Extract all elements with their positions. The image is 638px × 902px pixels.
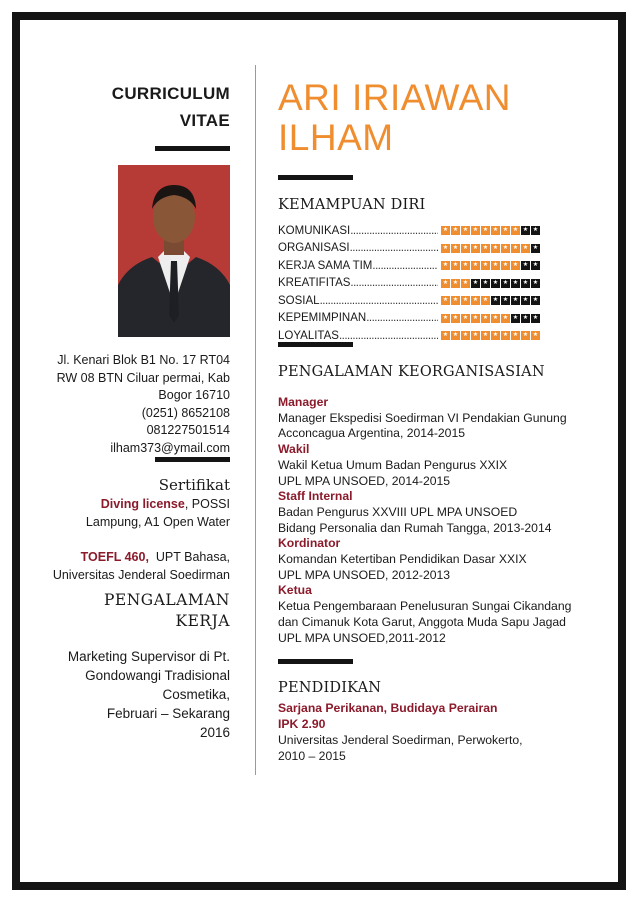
- work-experience: [30, 647, 230, 742]
- skill-row: [278, 240, 548, 258]
- work-heading-line1: PENGALAMAN: [104, 591, 230, 609]
- star-icon: ★: [522, 314, 529, 321]
- cert-toefl-issuer: UPT Bahasa,: [148, 550, 230, 564]
- work-line: 2016: [199, 725, 230, 740]
- star-icon: ★: [512, 262, 519, 269]
- education-major: Sarjana Perikanan, Budidaya Perairan: [278, 701, 498, 715]
- star-icon: ★: [492, 279, 499, 286]
- star-icon: ★: [462, 297, 469, 304]
- star-icon: ★: [492, 244, 499, 251]
- star-icon: ★: [482, 262, 489, 269]
- star-icon: ★: [472, 332, 479, 339]
- name-line1: ARI IRIAWAN: [278, 77, 511, 118]
- star-icon: ★: [512, 279, 519, 286]
- star-icon: ★: [452, 279, 459, 286]
- org-role: Staff Internal: [278, 489, 353, 504]
- star-icon: ★: [502, 262, 509, 269]
- star-icon: ★: [502, 297, 509, 304]
- skill-rating: [441, 314, 540, 323]
- cert-diving-issuer: , POSSI: [184, 497, 230, 511]
- cert-diving: [30, 495, 230, 513]
- section-bar: [278, 659, 353, 664]
- star-icon: ★: [502, 279, 509, 286]
- star-icon: ★: [472, 314, 479, 321]
- star-icon: ★: [522, 332, 529, 339]
- phone-number: (0251) 8652108: [141, 405, 230, 420]
- skill-rating: [441, 226, 540, 235]
- education-heading: PENDIDIKAN: [278, 680, 382, 696]
- skills-heading: KEMAMPUAN DIRI: [278, 197, 426, 213]
- star-icon: ★: [482, 314, 489, 321]
- star-icon: ★: [442, 314, 449, 321]
- skill-rating: [441, 331, 540, 340]
- star-icon: ★: [522, 262, 529, 269]
- skill-label: SOSIAL .....: [278, 295, 438, 307]
- star-icon: ★: [482, 227, 489, 234]
- org-detail: Ketua Pengembaraan Penelusuran Sungai Cikandang: [278, 599, 572, 614]
- work-line: Februari – Sekarang: [106, 706, 230, 721]
- star-icon: ★: [482, 279, 489, 286]
- org-detail: Bidang Personalia dan Rumah Tangga, 2013-2014: [278, 520, 552, 535]
- star-icon: ★: [512, 244, 519, 251]
- education-years: 2010 – 2015: [278, 749, 346, 763]
- star-icon: ★: [452, 297, 459, 304]
- skill-label: LOYALITAS .....: [278, 330, 438, 342]
- star-icon: ★: [522, 227, 529, 234]
- star-icon: ★: [472, 279, 479, 286]
- star-icon: ★: [452, 227, 459, 234]
- star-icon: ★: [492, 314, 499, 321]
- section-bar: [278, 342, 353, 347]
- star-icon: ★: [462, 314, 469, 321]
- star-icon: ★: [532, 262, 539, 269]
- skill-row: [278, 257, 548, 275]
- skill-row: [278, 292, 548, 310]
- org-role: Kordinator: [278, 536, 341, 551]
- education-gpa: IPK 2.90: [278, 717, 326, 731]
- star-icon: ★: [512, 297, 519, 304]
- star-icon: ★: [502, 314, 509, 321]
- star-icon: ★: [472, 227, 479, 234]
- skill-rating: [441, 244, 540, 253]
- cert-toefl-title: TOEFL 460,: [80, 550, 149, 564]
- star-icon: ★: [492, 297, 499, 304]
- name-line2: ILHAM: [278, 117, 394, 158]
- star-icon: ★: [512, 227, 519, 234]
- star-icon: ★: [532, 332, 539, 339]
- star-icon: ★: [532, 297, 539, 304]
- cert-diving-detail: Lampung, A1 Open Water: [85, 515, 230, 529]
- star-icon: ★: [522, 244, 529, 251]
- skill-label: ORGANISASI .....: [278, 242, 438, 254]
- cert-diving-title: Diving license: [100, 497, 185, 511]
- org-detail: Wakil Ketua Umum Badan Pengurus XXIX: [278, 457, 508, 472]
- org-detail: UPL MPA UNSOED, 2014-2015: [278, 473, 451, 488]
- education-details: [278, 700, 578, 764]
- star-icon: ★: [442, 244, 449, 251]
- star-icon: ★: [492, 332, 499, 339]
- org-detail: Komandan Ketertiban Pendidikan Dasar XXIX: [278, 552, 527, 567]
- skill-label: KREATIFITAS .....: [278, 277, 438, 289]
- org-heading: PENGALAMAN KEORGANISASIAN: [278, 364, 545, 380]
- skill-rating: [441, 279, 540, 288]
- star-icon: ★: [482, 332, 489, 339]
- star-icon: ★: [452, 262, 459, 269]
- star-icon: ★: [462, 262, 469, 269]
- address-line2: RW 08 BTN Ciluar permai, Kab: [56, 370, 230, 385]
- star-icon: ★: [442, 227, 449, 234]
- profile-photo: [118, 165, 230, 337]
- skill-row: [278, 275, 548, 293]
- email-address[interactable]: ilham373@ymail.com: [110, 440, 230, 455]
- star-icon: ★: [532, 244, 539, 251]
- star-icon: ★: [462, 244, 469, 251]
- org-experience-list: [278, 395, 578, 646]
- address-line3: Bogor 16710: [158, 388, 230, 403]
- org-detail: Badan Pengurus XXVIII UPL MPA UNSOED: [278, 504, 518, 519]
- org-detail: dan Cimanuk Kota Garut, Anggota Muda Sapu Jagad: [278, 614, 566, 629]
- star-icon: ★: [472, 262, 479, 269]
- contact-info: [30, 352, 230, 458]
- star-icon: ★: [532, 279, 539, 286]
- cv-title: [30, 80, 230, 134]
- star-icon: ★: [472, 244, 479, 251]
- star-icon: ★: [442, 297, 449, 304]
- section-bar: [155, 146, 230, 151]
- org-role: Manager: [278, 395, 329, 409]
- certificate-heading: Sertifikat: [158, 476, 230, 494]
- star-icon: ★: [492, 262, 499, 269]
- skill-row: [278, 222, 548, 240]
- star-icon: ★: [452, 244, 459, 251]
- skills-list: [278, 222, 548, 345]
- column-divider: [255, 65, 256, 775]
- org-detail: UPL MPA UNSOED,2011-2012: [278, 630, 446, 645]
- work-line: Marketing Supervisor di Pt.: [67, 649, 230, 664]
- skill-label: KERJA SAMA TIM .....: [278, 260, 438, 272]
- section-bar: [155, 457, 230, 462]
- star-icon: ★: [502, 332, 509, 339]
- cert-toefl-detail: Universitas Jenderal Soedirman: [52, 568, 230, 582]
- star-icon: ★: [482, 297, 489, 304]
- star-icon: ★: [462, 332, 469, 339]
- work-line: Cosmetika,: [162, 687, 230, 702]
- star-icon: ★: [522, 297, 529, 304]
- star-icon: ★: [452, 314, 459, 321]
- star-icon: ★: [512, 314, 519, 321]
- star-icon: ★: [532, 314, 539, 321]
- cert-toefl: [30, 548, 230, 566]
- skill-label: KOMUNIKASI .....: [278, 225, 438, 237]
- star-icon: ★: [522, 279, 529, 286]
- mobile-number: 081227501514: [146, 423, 230, 438]
- star-icon: ★: [532, 227, 539, 234]
- star-icon: ★: [462, 279, 469, 286]
- work-line: Gondowangi Tradisional: [85, 668, 230, 683]
- skill-row: [278, 310, 548, 328]
- org-detail: Acconcagua Argentina, 2014-2015: [278, 426, 466, 441]
- work-heading-line2: KERJA: [175, 612, 230, 630]
- skill-rating: [441, 261, 540, 270]
- star-icon: ★: [452, 332, 459, 339]
- star-icon: ★: [472, 297, 479, 304]
- star-icon: ★: [492, 227, 499, 234]
- section-bar: [278, 175, 353, 180]
- certificate-list: [30, 495, 230, 584]
- star-icon: ★: [482, 244, 489, 251]
- address-line1: Jl. Kenari Blok B1 No. 17 RT04: [57, 353, 230, 367]
- skill-label: KEPEMIMPINAN .....: [278, 312, 438, 324]
- cv-title-line2: VITAE: [179, 111, 230, 130]
- star-icon: ★: [462, 227, 469, 234]
- org-role: Wakil: [278, 442, 310, 457]
- star-icon: ★: [442, 262, 449, 269]
- person-name: [278, 78, 511, 158]
- org-detail: Manager Ekspedisi Soedirman VI Pendakian Gunung: [278, 410, 567, 425]
- star-icon: ★: [442, 279, 449, 286]
- cv-title-line1: CURRICULUM: [111, 84, 230, 103]
- org-role: Ketua: [278, 583, 312, 598]
- work-heading: [30, 590, 230, 632]
- star-icon: ★: [442, 332, 449, 339]
- skill-rating: [441, 296, 540, 305]
- star-icon: ★: [502, 244, 509, 251]
- org-detail: UPL MPA UNSOED, 2012-2013: [278, 567, 451, 582]
- star-icon: ★: [512, 332, 519, 339]
- star-icon: ★: [502, 227, 509, 234]
- education-school: Universitas Jenderal Soedirman, Perwokerto,: [278, 733, 523, 747]
